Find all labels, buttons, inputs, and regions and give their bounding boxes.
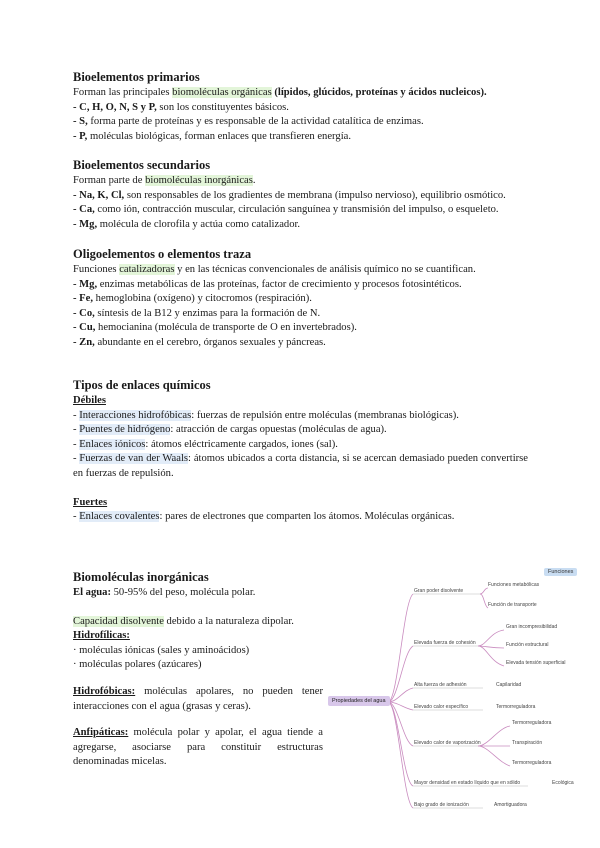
mindmap-node: Elevada fuerza de cohesión <box>414 640 476 646</box>
list-item: - Co, síntesis de la B12 y enzimas para la formación de N. <box>73 307 321 319</box>
paragraph: El agua: 50-95% del peso, molécula polar. <box>73 587 256 598</box>
list-item: - C, H, O, N, S y P, son los constituyentes básicos. <box>73 101 289 113</box>
mindmap-node: Transpiración <box>512 740 543 746</box>
mindmap-tag: Funciones <box>544 568 577 576</box>
subheading-fuertes: Fuertes <box>73 496 108 508</box>
list-item: · moléculas polares (azúcares) <box>73 659 202 671</box>
section-title: Biomoléculas inorgánicas <box>73 570 209 584</box>
section-bioelementos-primarios <box>73 70 528 144</box>
section-intro: Funciones catalizadoras y en las técnicas convencionales de análisis químico no se cuantifican. <box>73 264 476 275</box>
mindmap-node: Mayor densidad en estado líquido que en sólido <box>414 780 521 786</box>
mindmap-node: Gran poder disolvente <box>414 588 464 594</box>
mindmap-node: Bajo grado de ionización <box>414 802 469 808</box>
section-enlaces-quimicos <box>73 378 528 525</box>
section-intro: Forman las principales biomoléculas orgánicas (lípidos, glúcidos, proteínas y ácidos nucleicos). <box>73 87 487 98</box>
list-item: - Enlaces covalentes: pares de electrones que comparten los átomos. Moléculas orgánicas. <box>73 511 455 523</box>
list-item: - Fe, hemoglobina (oxígeno) y citocromos (respiración). <box>73 293 312 305</box>
mindmap-node: Función de transporte <box>488 602 537 608</box>
mindmap-root: Propiedades del agua <box>328 696 390 706</box>
mindmap-propiedades-agua <box>318 562 590 820</box>
section-title: Bioelementos primarios <box>73 70 200 84</box>
section-title: Bioelementos secundarios <box>73 158 211 172</box>
mindmap-node: Funciones metabólicas <box>488 582 540 588</box>
list-item: - S, forma parte de proteínas y es responsable de la actividad catalítica de enzimas. <box>73 116 424 128</box>
mindmap-node: Termorreguladora <box>512 760 552 766</box>
section-bioelementos-secundarios <box>73 158 528 232</box>
mindmap-node: Elevado calor de vaporización <box>414 740 481 746</box>
list-item: - P, moléculas biológicas, forman enlaces que transfieren energía. <box>73 130 351 142</box>
section-intro: Forman parte de biomoléculas inorgánicas. <box>73 175 256 186</box>
list-item: · moléculas iónicas (sales y aminoácidos) <box>73 644 250 656</box>
list-item: - Zn, abundante en el cerebro, órganos sexuales y páncreas. <box>73 336 326 348</box>
mindmap-node: Elevada tensión superficial <box>506 660 566 666</box>
list-item: - Cu, hemocianina (molécula de transporte de O en invertebrados). <box>73 322 357 334</box>
list-item: - Enlaces iónicos: átomos eléctricamente cargados, iones (sal). <box>73 438 338 450</box>
section-oligoelementos <box>73 247 528 351</box>
section-biomoleculas-inorganicas <box>73 570 323 770</box>
paragraph: Capacidad disolvente debido a la naturaleza dipolar. <box>73 615 294 627</box>
list-item: - Mg, molécula de clorofila y actúa como catalizador. <box>73 218 301 230</box>
mindmap-node: Termorreguladora <box>512 720 552 726</box>
list-item: - Puentes de hidrógeno: atracción de cargas opuestas (moléculas de agua). <box>73 424 387 436</box>
subheading-debiles: Débiles <box>73 395 106 406</box>
mindmap-node: Ecológica <box>552 780 574 786</box>
list-item: - Ca, como ión, contracción muscular, circulación sanguínea y transmisión del impulso, o esqueleto. <box>73 204 499 216</box>
paragraph: Anfipáticas: molécula polar y apolar, el agua tiende a agregarse, asociarse para constituir estructuras denominadas micelas. <box>73 727 323 768</box>
mindmap-node: Capilaridad <box>496 682 522 688</box>
mindmap-node: Gran incompresibilidad <box>506 624 558 630</box>
mindmap-node: Termorreguladora <box>496 704 536 710</box>
mindmap-node: Amortiguadora <box>494 802 527 808</box>
list-item: - Na, K, Cl, son responsables de los gradientes de membrana (impulso nervioso), equilibrio osmótico. <box>73 189 506 201</box>
paragraph: Hidrofóbicas: moléculas apolares, no pueden tener interacciones con el agua (grasas y ceras). <box>73 685 323 712</box>
section-title: Tipos de enlaces químicos <box>73 378 211 392</box>
mindmap-node: Función estructural <box>506 642 549 648</box>
list-item: - Fuerzas de van der Waals: átomos ubicados a corta distancia, si se acercan demasiado pueden convertirse en fuerzas de repulsión. <box>73 453 528 479</box>
section-title: Oligoelementos o elementos traza <box>73 247 252 261</box>
mindmap-node: Alta fuerza de adhesión <box>414 682 467 688</box>
list-item: - Interacciones hidrofóbicas: fuerzas de repulsión entre moléculas (membranas biológicas). <box>73 409 459 421</box>
mindmap-node: Elevado calor específico <box>414 704 469 710</box>
subheading-hidrofilicas: Hidrofílicas: <box>73 630 130 642</box>
list-item: - Mg, enzimas metabólicas de las proteínas, factor de crecimiento y procesos fotosintéticos. <box>73 278 462 290</box>
